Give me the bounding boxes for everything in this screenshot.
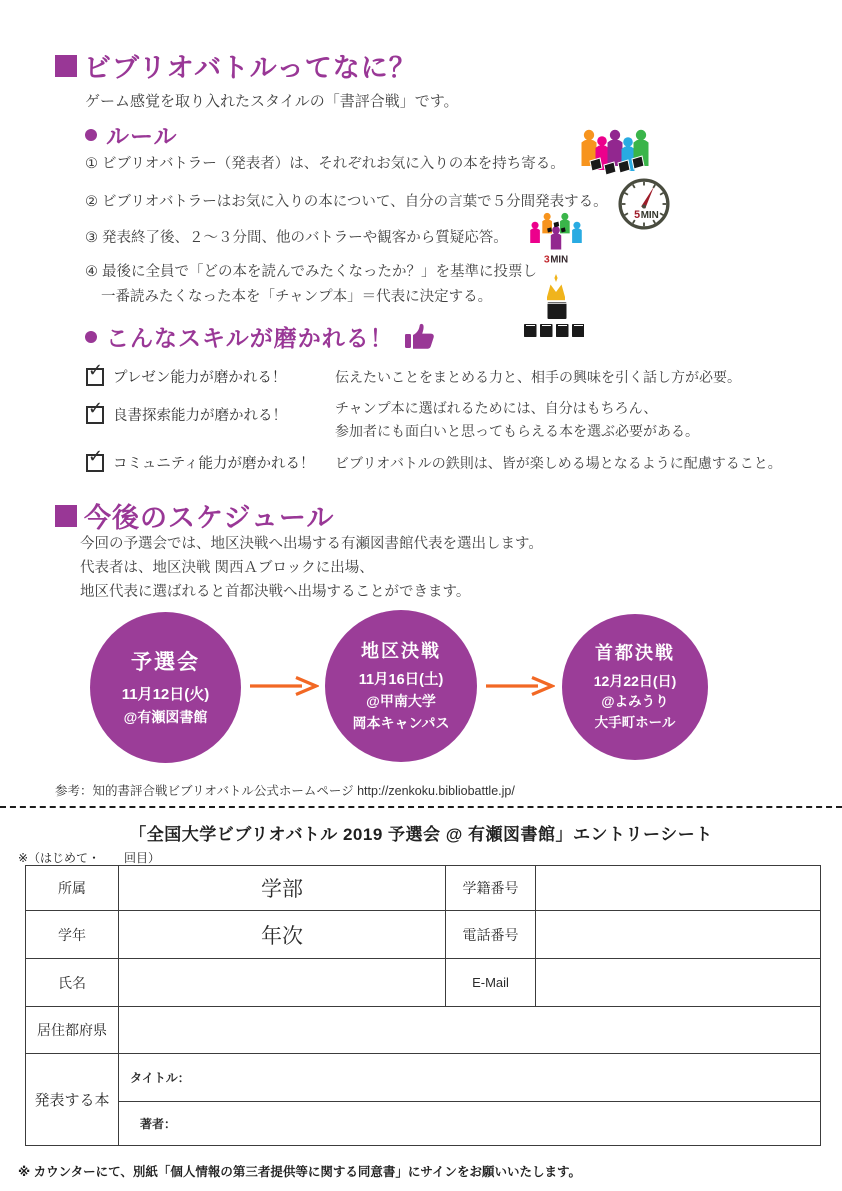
phone-field bbox=[536, 911, 821, 959]
step-place: @甲南大学 bbox=[366, 692, 436, 709]
rules-heading bbox=[85, 118, 178, 151]
checkbox-checked-icon: ✓ bbox=[86, 454, 104, 472]
schedule-line-1: 今回の予選会では、地区決戦へ出場する有瀬図書館代表を選出します。 bbox=[80, 536, 543, 552]
rule-1: ① ビブリオバトラー（発表者）は、それぞれお気に入りの本を持ち寄る。 bbox=[85, 156, 565, 172]
step-title: 首都決戦 bbox=[595, 642, 675, 663]
battlers-group-icon bbox=[580, 128, 650, 176]
skills-heading bbox=[85, 320, 437, 353]
book-title-field: タイトル： bbox=[119, 1054, 821, 1102]
clock-minutes-label: 5 bbox=[634, 209, 641, 221]
step-title: 予選会 bbox=[131, 650, 200, 674]
rule-2: ② ビブリオバトラーはお気に入りの本について、自分の言葉で５分間発表する。 bbox=[85, 194, 608, 210]
skills-heading-text: こんなスキルが磨かれる！ bbox=[106, 325, 394, 351]
step-place-2: 大手町ホール bbox=[594, 715, 676, 731]
table-row bbox=[26, 866, 821, 911]
rule-4-line1: ④ 最後に全員で「どの本を読んでみたくなったか？」を基準に投票し bbox=[85, 264, 538, 280]
rule-4-line2: 一番読みたくなった本を「チャンプ本」＝代表に決定する。 bbox=[101, 289, 493, 305]
table-row bbox=[26, 1007, 821, 1054]
consent-footer-note: ※ カウンターにて、別紙「個人情報の第三者提供等に関する同意書」にサインをお願いいたします。 bbox=[18, 1165, 582, 1179]
phone-label: 電話番号 bbox=[446, 911, 536, 959]
schedule-line-2: 代表者は、地区決戦 関西Ａブロックに出場、 bbox=[80, 560, 374, 576]
book-label: 発表する本 bbox=[26, 1054, 119, 1146]
year-label: 学年 bbox=[26, 911, 119, 959]
step-title: 地区決戦 bbox=[361, 640, 441, 661]
entry-form-table bbox=[25, 865, 821, 1146]
affiliation-label: 所属 bbox=[26, 866, 119, 911]
attempt-count-note: ※（はじめて・ 回目） bbox=[18, 851, 161, 865]
skill-desc-book-search-1: チャンプ本に選ばれるためには、自分はもちろん、 bbox=[335, 400, 658, 416]
email-field bbox=[536, 959, 821, 1007]
book-author-field: 著者： bbox=[119, 1102, 821, 1146]
name-field bbox=[119, 959, 446, 1007]
table-row bbox=[26, 911, 821, 959]
step-place: @よみうり bbox=[601, 694, 669, 710]
schedule-step-district bbox=[325, 610, 477, 762]
table-row bbox=[26, 959, 821, 1007]
circle-bullet-icon bbox=[85, 129, 97, 141]
skill-label: 良書探索能力が磨かれる！ bbox=[113, 408, 287, 424]
checkbox-checked-icon: ✓ bbox=[86, 368, 104, 386]
qa-group-3min-icon bbox=[527, 211, 585, 267]
arrow-right-icon bbox=[249, 675, 319, 697]
champ-book-crown-icon bbox=[524, 274, 584, 338]
table-row bbox=[26, 1054, 821, 1102]
prefecture-label: 居住都府県 bbox=[26, 1007, 119, 1054]
schedule-step-capital bbox=[562, 614, 708, 760]
skill-desc-presentation: 伝えたいことをまとめる力と、相手の興味を引く話し方が必要。 bbox=[335, 369, 741, 385]
skill-label: コミュニティ能力が磨かれる！ bbox=[113, 456, 315, 472]
clock-unit-label: MIN bbox=[640, 210, 659, 221]
section-title-text: 今後のスケジュール bbox=[84, 503, 335, 533]
schedule-step-preliminary bbox=[90, 612, 241, 763]
skill-item-community bbox=[86, 445, 315, 473]
thumbs-up-icon bbox=[403, 322, 437, 352]
name-label: 氏名 bbox=[26, 959, 119, 1007]
step-place-2: 岡本キャンパス bbox=[352, 714, 450, 731]
circle-bullet-icon bbox=[85, 331, 97, 343]
timer-5min-icon bbox=[616, 176, 672, 232]
step-date: 11月12日(火) bbox=[121, 686, 210, 704]
year-field: 年次 bbox=[119, 911, 446, 959]
checkbox-checked-icon: ✓ bbox=[86, 406, 104, 424]
affiliation-field: 学部 bbox=[119, 866, 446, 911]
student-id-field bbox=[536, 866, 821, 911]
student-id-label: 学籍番号 bbox=[446, 866, 536, 911]
step-place: @有瀬図書館 bbox=[123, 708, 208, 725]
schedule-line-3: 地区代表に選ばれると首都決戦へ出場することができます。 bbox=[80, 584, 471, 600]
step-date: 12月22日(日) bbox=[593, 672, 677, 689]
skill-label: プレゼン能力が磨かれる！ bbox=[113, 370, 287, 386]
prefecture-field bbox=[119, 1007, 821, 1054]
qa-minutes-label: 3 bbox=[543, 254, 550, 266]
section-title-schedule bbox=[55, 496, 334, 535]
skill-desc-book-search-2: 参加者にも面白いと思ってもらえる本を選ぶ必要がある。 bbox=[335, 423, 699, 439]
skill-item-presentation bbox=[86, 359, 287, 387]
qa-unit-label: MIN bbox=[550, 254, 569, 266]
skill-desc-community: ビブリオバトルの鉄則は、皆が楽しめる場となるように配慮すること。 bbox=[335, 455, 782, 471]
email-label: E-Mail bbox=[446, 959, 536, 1007]
square-bullet-icon bbox=[55, 505, 77, 527]
official-site-reference: 参考：知的書評合戦ビブリオバトル公式ホームページ http://zenkoku.bibliobattle.jp/ bbox=[55, 784, 515, 798]
skill-item-book-search bbox=[86, 397, 287, 425]
section-title-what-is bbox=[55, 46, 417, 85]
arrow-right-icon bbox=[485, 675, 555, 697]
square-bullet-icon bbox=[55, 55, 77, 77]
cut-line-divider bbox=[0, 806, 842, 808]
step-date: 11月16日(土) bbox=[358, 671, 444, 688]
entry-sheet-title: 「全国大学ビブリオバトル 2019 予選会 @ 有瀬図書館」エントリーシート bbox=[129, 825, 713, 844]
section-title-text: ビブリオバトルってなに？ bbox=[84, 53, 417, 83]
rules-heading-text: ルール bbox=[106, 123, 178, 149]
intro-subtitle: ゲーム感覚を取り入れたスタイルの「書評合戦」です。 bbox=[85, 93, 459, 110]
rule-3: ③ 発表終了後、２～３分間、他のバトラーや観客から質疑応答。 bbox=[85, 230, 508, 246]
table-row bbox=[26, 1102, 821, 1146]
